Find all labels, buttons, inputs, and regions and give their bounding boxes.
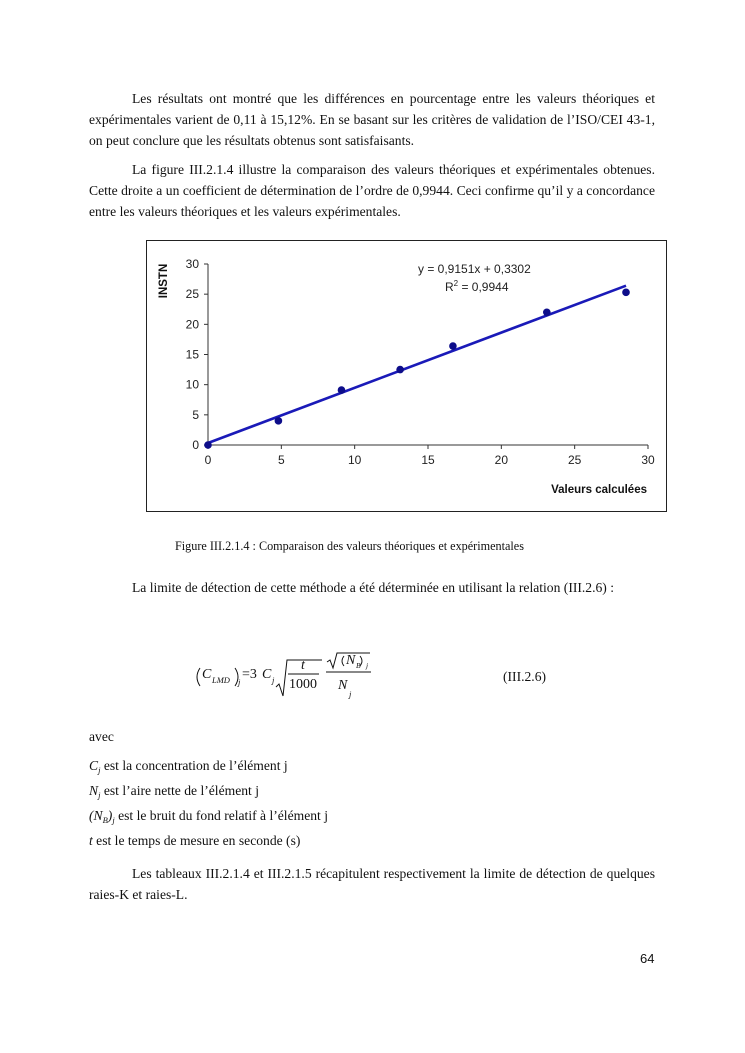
paragraph-figure-intro: La figure III.2.1.4 illustre la comparaison des valeurs théoriques et expérimentales obtenues. Cette droite a un coefficient de détermination de l’ordre de 0,9944. Ceci confirme qu’il y a concordance entre les valeurs théoriques et les valeurs expérimentales. bbox=[89, 162, 655, 219]
y-tick-label: 30 bbox=[185, 257, 199, 271]
figure-caption: Figure III.2.1.4 : Comparaison des valeurs théoriques et expérimentales bbox=[175, 539, 524, 553]
equation-number: (III.2.6) bbox=[503, 669, 547, 684]
eq-outer-numerator-index: j bbox=[366, 661, 369, 670]
def-subscript: j bbox=[98, 790, 101, 800]
x-tick-label: 25 bbox=[567, 453, 582, 467]
r-squared-label bbox=[445, 279, 509, 294]
eq-cj-subscript: j bbox=[272, 675, 275, 685]
r2-exponent: 2 bbox=[453, 279, 459, 288]
data-point bbox=[275, 417, 283, 425]
data-point bbox=[396, 366, 404, 374]
y-tick-label: 5 bbox=[192, 407, 199, 422]
def-symbol: N bbox=[89, 783, 99, 798]
eq-lhs-subscript: LMD bbox=[212, 675, 230, 685]
x-axis-title: Valeurs calculées bbox=[551, 484, 647, 496]
data-point bbox=[338, 386, 346, 394]
definition-cj bbox=[89, 758, 288, 774]
def-text: est le bruit du fond relatif à l’élément j bbox=[114, 808, 328, 823]
def-text: est l’aire nette de l’élément j bbox=[100, 783, 259, 798]
def-subscript-2: j bbox=[112, 815, 115, 825]
page-number: 64 bbox=[640, 951, 655, 966]
def-text: est la concentration de l’élément j bbox=[100, 758, 288, 773]
eq-outer-numerator-symbol: N bbox=[346, 653, 356, 668]
x-tick-label: 15 bbox=[421, 453, 435, 467]
eq-inner-denominator: 1000 bbox=[289, 677, 317, 692]
def-symbol-close: ) bbox=[107, 808, 113, 823]
definition-nj bbox=[89, 783, 259, 799]
definition-t bbox=[89, 833, 300, 849]
x-tick-label: 5 bbox=[277, 453, 285, 467]
eq-inner-numerator: t bbox=[301, 658, 305, 673]
eq-cj-symbol: C bbox=[262, 667, 272, 682]
eq-lhs-index: j bbox=[238, 677, 241, 687]
r2-value: = 0,9944 bbox=[458, 280, 509, 294]
eq-equals: =3 bbox=[242, 667, 257, 682]
y-tick-label: 10 bbox=[185, 377, 199, 392]
data-point bbox=[204, 441, 212, 449]
trendline bbox=[208, 286, 626, 443]
data-point bbox=[449, 342, 457, 350]
x-tick-label: 0 bbox=[204, 453, 212, 467]
y-axis-title: INSTN bbox=[158, 263, 170, 299]
eq-outer-denominator-symbol: N bbox=[338, 678, 348, 693]
def-symbol: C bbox=[89, 758, 99, 773]
eq-outer-numerator-subscript: B bbox=[356, 661, 361, 670]
y-tick-label: 0 bbox=[192, 438, 199, 452]
data-point bbox=[622, 289, 630, 297]
def-text: est le temps de mesure en seconde (s) bbox=[92, 833, 301, 848]
y-tick-label: 20 bbox=[185, 317, 199, 332]
def-symbol: (N bbox=[89, 808, 103, 823]
paragraph-results: Les résultats ont montré que les différences en pourcentage entre les valeurs théoriques et expérimentales varient de 0,11 à 15,12%. En se basant sur les critères de validation de l’ISO/CEI 43-1, on peut conclure que les résultats obtenus sont satisfaisants. bbox=[89, 91, 655, 148]
eq-outer-denominator-subscript: j bbox=[349, 689, 352, 699]
x-tick-label: 30 bbox=[641, 453, 655, 467]
trendline-equation: y = 0,9151x + 0,3302 bbox=[418, 262, 531, 276]
paragraph-tables: Les tableaux III.2.1.4 et III.2.1.5 récapitulent respectivement la limite de détection de quelques raies-K et raies-L. bbox=[89, 866, 655, 902]
r2-symbol: R bbox=[445, 280, 454, 294]
x-tick-label: 10 bbox=[347, 453, 362, 467]
def-subscript: B bbox=[102, 815, 108, 825]
chart-svg bbox=[147, 241, 668, 513]
y-tick-label: 15 bbox=[185, 347, 199, 362]
figure-chart bbox=[146, 240, 667, 512]
def-symbol: t bbox=[89, 833, 93, 848]
def-subscript: j bbox=[98, 765, 101, 775]
definition-nb bbox=[89, 808, 328, 824]
eq-lhs-symbol: C bbox=[202, 667, 212, 682]
avec-label: avec bbox=[89, 729, 114, 744]
data-point bbox=[543, 308, 551, 316]
paragraph-detection-limit: La limite de détection de cette méthode a été déterminée en utilisant la relation (III.2.6) : bbox=[132, 580, 614, 595]
x-tick-label: 20 bbox=[494, 453, 509, 467]
y-tick-label: 25 bbox=[185, 287, 199, 302]
